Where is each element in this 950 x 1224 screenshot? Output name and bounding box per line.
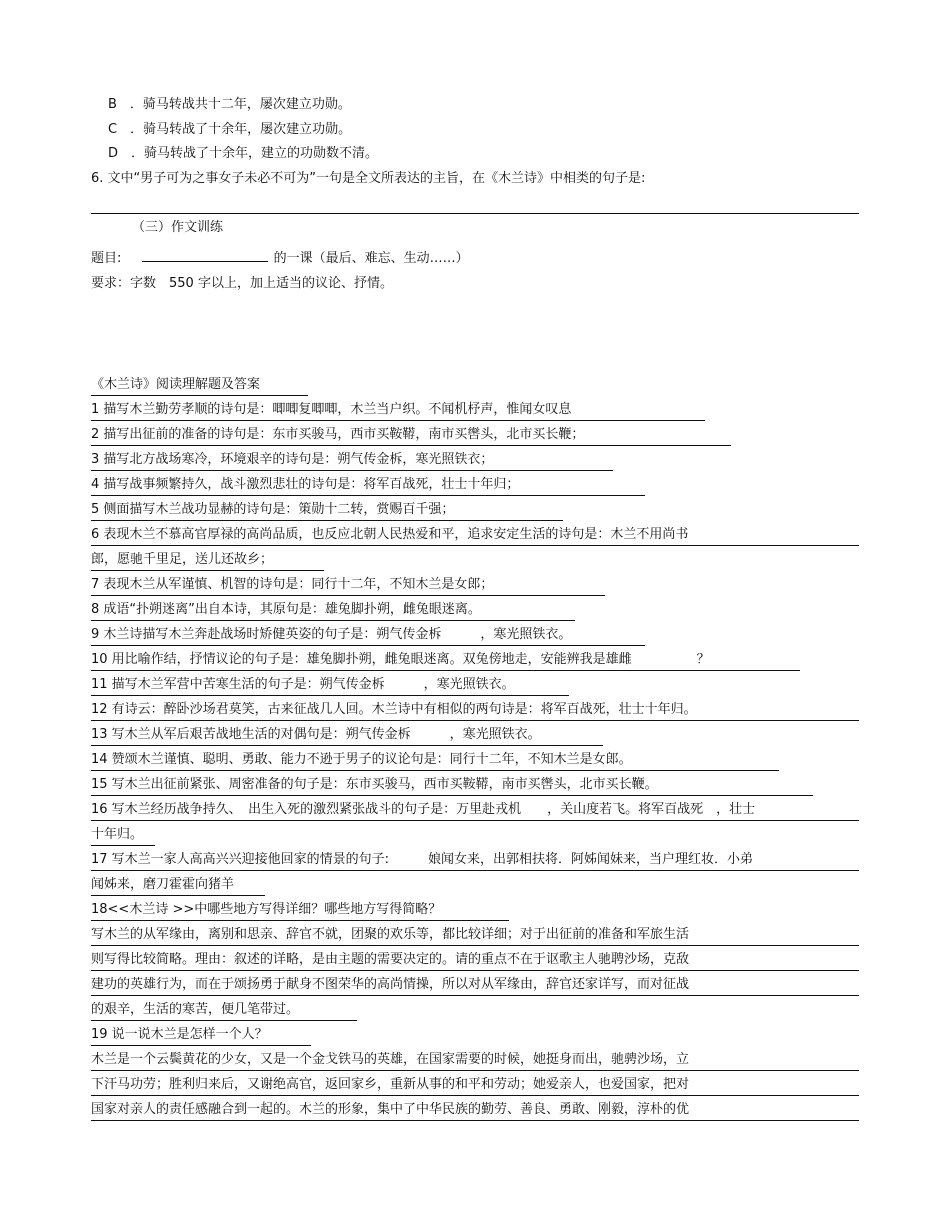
underline-17a [91,870,859,871]
underline-16b [91,845,155,846]
answer-line-1: 1 描写木兰勤劳孝顺的诗句是：唧唧复唧唧，木兰当户织。不闻机杼声，惟闻女叹息 [91,402,572,417]
composition-topic [91,247,469,268]
topic-rest: 的一课（最后、难忘、生动……） [273,251,469,266]
answer-line-16a: 16 写木兰经历战争持久、 出生入死的激烈紧张战斗的句子是：万里赴戎机 ，关山度若飞。将军百战死 ，壮士 [91,802,756,817]
underline-18-2 [91,970,859,971]
answer-line-18-1: 写木兰的从军缘由，离别和思亲、辞官不就，团聚的欢乐等，都比较详细；对于出征前的准备和军旅生活 [91,927,690,942]
underline-16a [91,820,859,821]
underline-6b [91,570,324,571]
underline-8 [91,620,575,621]
underline-17b [91,895,265,896]
answer-line-11: 11 描写木兰军营中苦寒生活的句子是：朔气传金柝 ，寒光照铁衣。 [91,677,515,692]
answer-line-19-2: 下汗马功劳；胜利归来后，又谢绝高官，返回家乡，重新从事的和平和劳动；她爱亲人，也爱国家，把对 [91,1077,690,1092]
answer-line-7: 7 表现木兰从军谨慎、机智的诗句是：同行十二年，不知木兰是女郎； [91,577,494,592]
topic-blank [142,247,268,262]
underline-9 [91,645,645,646]
answer-line-19-3: 国家对亲人的责任感融合到一起的。木兰的形象，集中了中华民族的勤劳、善良、勇敢、刚毅，淳朴的优 [91,1102,690,1117]
underline-1 [91,420,705,421]
answers-title: 《木兰诗》阅读理解题及答案 [91,377,261,392]
answer-line-q6 [91,213,859,214]
underline-18-1 [91,945,859,946]
underline-2 [91,445,731,446]
underline-18-4 [91,1020,357,1021]
composition-heading: （三）作文训练 [132,220,224,235]
option-d: D ．骑马转战了十余年，建立的功勋数不清。 [108,146,379,161]
underline-title [91,395,308,396]
composition-requirement: 要求：字数 550 字以上，加上适当的议论、抒情。 [91,276,393,291]
answer-line-15: 15 写木兰出征前紧张、周密准备的句子是：东市买骏马，西市买鞍鞯，南市买辔头，北市买长鞭。 [91,777,658,792]
answer-line-19-1: 木兰是一个云鬓黄花的少女，又是一个金戈铁马的英雄，在国家需要的时候，她挺身而出，驰骋沙场，立 [91,1052,690,1067]
underline-18q [91,920,509,921]
underline-19-2 [91,1095,859,1096]
underline-11 [91,695,569,696]
topic-label: 题目: [91,251,122,266]
underline-14 [91,770,779,771]
underline-19q [91,1045,311,1046]
answer-line-13: 13 写木兰从军后艰苦战地生活的对偶句是：朔气传金柝 ，寒光照铁衣。 [91,727,541,742]
answer-line-12: 12 有诗云：醉卧沙场君莫笑，古来征战几人回。木兰诗中有相似的两句诗是：将军百战死，壮士十年归。 [91,702,697,717]
answer-line-8: 8 成语“扑朔迷离”出自本诗，其原句是：雄兔脚扑朔，雌兔眼迷离。 [91,602,481,617]
underline-7 [91,595,605,596]
answer-line-6b: 郎，愿驰千里足，送儿还故乡； [91,552,274,567]
option-b: B ．骑马转战共十二年，屡次建立功勋。 [108,97,351,112]
underline-4 [91,495,645,496]
answer-line-6a: 6 表现木兰不慕高官厚禄的高尚品质，也反应北朝人民热爱和平，追求安定生活的诗句是：木兰不用尚书 [91,527,689,542]
question-6: 6. 文中“男子可为之事女子未必不可为”一句是全文所表达的主旨，在《木兰诗》中相类的句子是: [91,171,646,186]
answer-line-4: 4 描写战事频繁持久，战斗激烈悲壮的诗句是：将军百战死，壮士十年归； [91,477,520,492]
answer-line-19-question: 19 说一说木兰是怎样一个人？ [91,1027,268,1042]
answer-line-17a: 17 写木兰一家人高高兴兴迎接他回家的情景的句子: 娘闻女来，出郭相扶将．阿姊闻妹来，当户理红妆．小弟 [91,852,754,867]
underline-18-3 [91,995,859,996]
answer-line-9: 9 木兰诗描写木兰奔赴战场时矫健英姿的句子是：朔气传金柝 ，寒光照铁衣。 [91,627,572,642]
answer-line-5: 5 侧面描写木兰战功显赫的诗句是：策勋十二转，赏赐百千强； [91,502,455,517]
underline-3 [91,470,613,471]
underline-5 [91,520,563,521]
underline-13 [91,745,603,746]
answer-line-14: 14 赞颂木兰谨慎、聪明、勇敢、能力不逊于男子的议论句是：同行十二年，不知木兰是女郎。 [91,752,632,767]
option-c: C ．骑马转战了十余年，屡次建立功勋。 [108,122,352,137]
answer-line-3: 3 描写北方战场寒冷，环境艰辛的诗句是：朔气传金柝，寒光照铁衣； [91,452,494,467]
underline-19-3 [91,1120,859,1121]
underline-6a [91,545,859,546]
underline-12 [91,720,859,721]
underline-15 [91,795,813,796]
answer-line-18-question: 18<<木兰诗 >>中哪些地方写得详细？哪些地方写得简略？ [91,902,442,917]
answer-line-16b: 十年归。 [91,827,144,842]
answer-line-18-3: 建功的英雄行为，而在于颂扬勇于献身不图荣华的高尚情操，所以对从军缘由，辞官还家详写，而对征战 [91,977,690,992]
answer-line-17b: 闻姊来，磨刀霍霍向猪羊 [91,877,235,892]
underline-10 [91,670,800,671]
answer-line-2: 2 描写出征前的准备的诗句是：东市买骏马，西市买鞍鞯，南市买辔头，北市买长鞭； [91,427,585,442]
underline-19-1 [91,1070,859,1071]
answer-line-18-2: 则写得比较简略。理由：叙述的详略，是由主题的需要决定的。请的重点不在于讴歌主人驰聘沙场，克敌 [91,952,690,967]
answer-line-18-4: 的艰辛，生活的寒苦，便几笔带过。 [91,1002,300,1017]
answer-line-10: 10 用比喻作结，抒情议论的句子是：雄兔脚扑朔，雌兔眼迷离。双兔傍地走，安能辨我是雄雌 ？ [91,652,710,667]
